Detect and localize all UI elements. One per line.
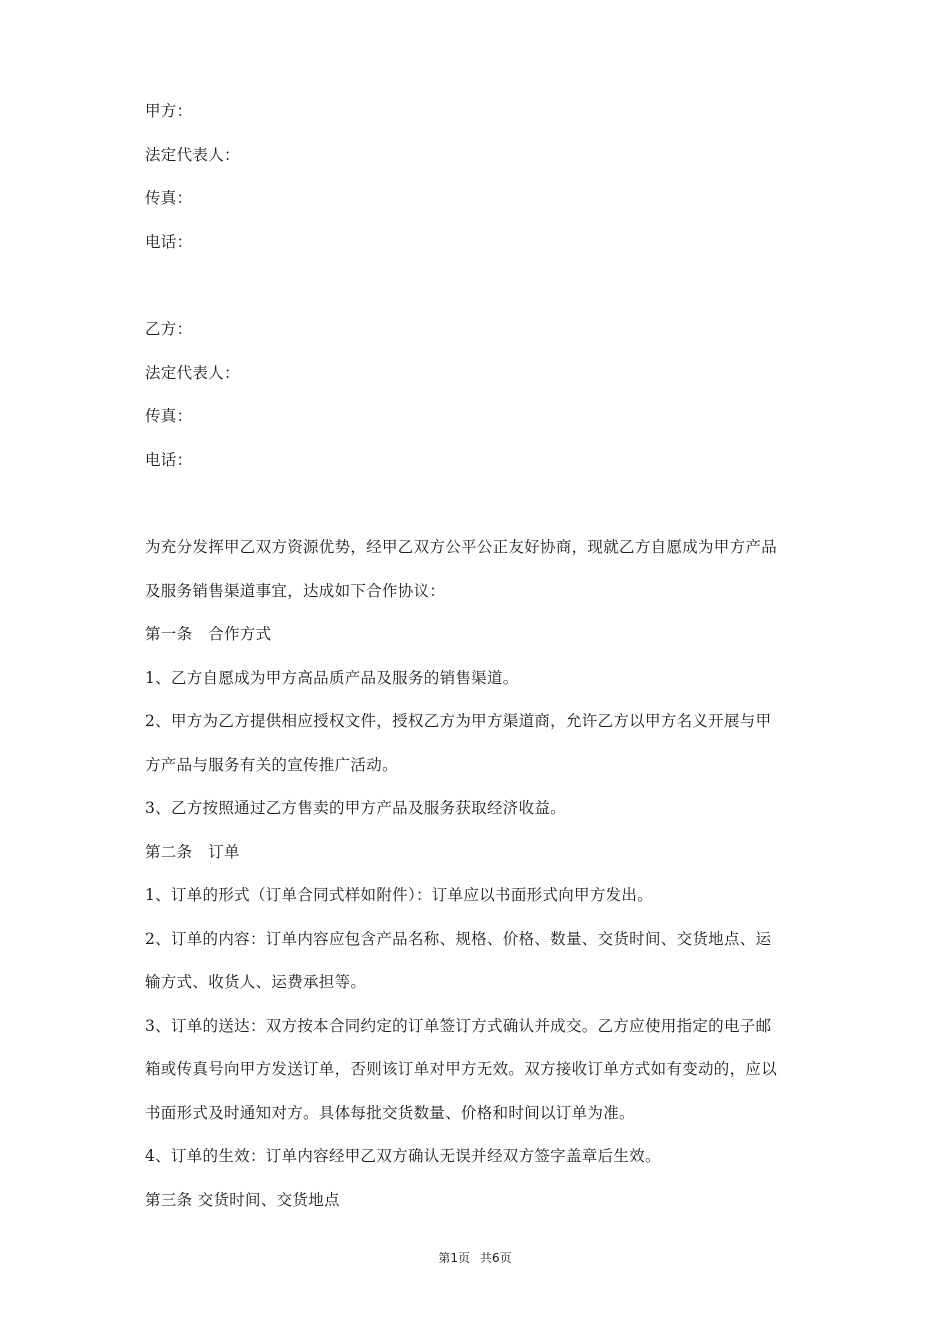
party-b-label: 乙方： xyxy=(145,320,193,338)
party-b-phone: 电话： xyxy=(145,451,193,469)
page-number-total: 共6页 xyxy=(480,1251,512,1265)
article-2-item-3-line-2: 箱或传真号向甲方发送订单，否则该订单对甲方无效。双方接收订单方式如有变动的，应以 xyxy=(145,1060,778,1078)
article-3-heading: 第三条 交货时间、交货地点 xyxy=(145,1191,340,1209)
article-2-item-2-line-1: 2、订单的内容：订单内容应包含产品名称、规格、价格、数量、交货时间、交货地点、运 xyxy=(145,930,772,948)
party-b-representative: 法定代表人： xyxy=(145,364,240,382)
party-b-fax: 传真： xyxy=(145,407,193,425)
article-2-heading: 第二条 订单 xyxy=(145,843,240,861)
article-2-item-1: 1、订单的形式（订单合同式样如附件）：订单应以书面形式向甲方发出。 xyxy=(145,886,654,904)
article-1-item-2-line-2: 方产品与服务有关的宣传推广活动。 xyxy=(145,756,398,774)
page-footer xyxy=(0,1250,950,1266)
intro-line-1: 为充分发挥甲乙双方资源优势，经甲乙双方公平公正友好协商，现就乙方自愿成为甲方产品 xyxy=(145,538,778,556)
article-1-item-1: 1、乙方自愿成为甲方高品质产品及服务的销售渠道。 xyxy=(145,669,519,687)
article-2-item-4: 4、订单的生效：订单内容经甲乙双方确认无误并经双方签字盖章后生效。 xyxy=(145,1147,661,1165)
article-1-item-3: 3、乙方按照通过乙方售卖的甲方产品及服务获取经济收益。 xyxy=(145,799,566,817)
party-a-representative: 法定代表人： xyxy=(145,146,240,164)
article-1-item-2-line-1: 2、甲方为乙方提供相应授权文件，授权乙方为甲方渠道商，允许乙方以甲方名义开展与甲 xyxy=(145,712,772,730)
intro-line-2: 及服务销售渠道事宜，达成如下合作协议： xyxy=(145,582,446,600)
party-a-fax: 传真： xyxy=(145,189,193,207)
article-2-item-3-line-3: 书面形式及时通知对方。具体每批交货数量、价格和时间以订单为准。 xyxy=(145,1104,635,1122)
article-2-item-3-line-1: 3、订单的送达：双方按本合同约定的订单签订方式确认并成交。乙方应使用指定的电子邮 xyxy=(145,1017,772,1035)
party-a-phone: 电话： xyxy=(145,233,193,251)
article-1-heading: 第一条 合作方式 xyxy=(145,625,272,643)
page-number-current: 第1页 xyxy=(438,1251,470,1265)
article-2-item-2-line-2: 输方式、收货人、运费承担等。 xyxy=(145,973,367,991)
party-a-label: 甲方： xyxy=(145,102,193,120)
